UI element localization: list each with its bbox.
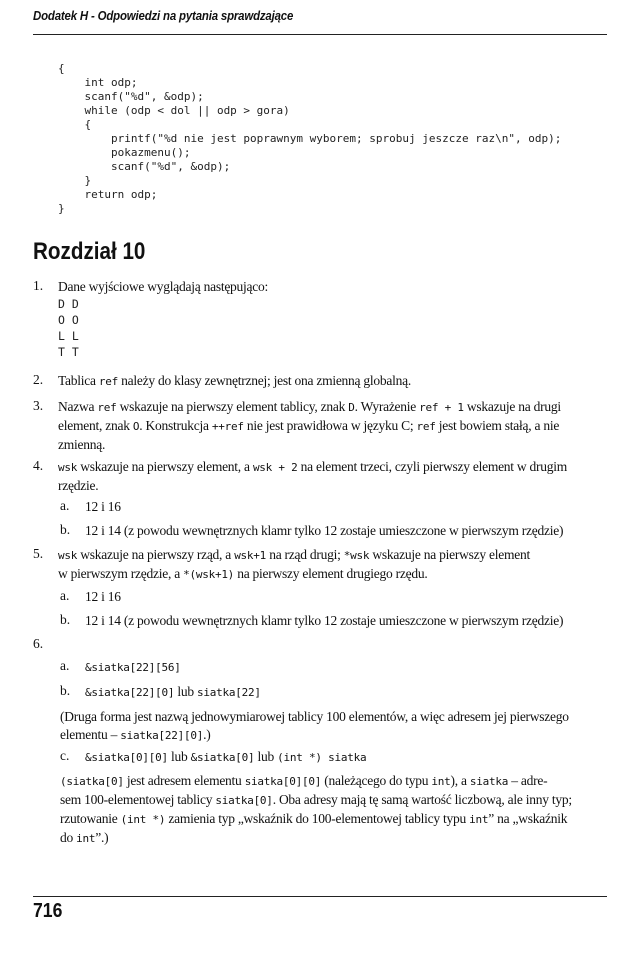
subitem-text: 12 i 14 (z powodu wewnętrznych klamr tylko 12 zostaje umieszczone w pierwszym rzędzie) [85,523,564,538]
item-number: 2. [33,372,44,387]
subitem-text: 12 i 16 [85,589,121,604]
item-text: Tablica ref należy do klasy zewnętrznej; jest ona zmienną globalną. [58,373,412,388]
subitem-label: c. [60,748,70,763]
chapter-title: Rozdział 10 [33,238,146,265]
subitem-label: a. [60,658,70,673]
page-number: 716 [33,900,63,922]
item-number: 3. [33,398,44,413]
explanation-paragraph: (siatka[0] jest adresem elementu siatka[0][0] (należącego do typu int), a siatka – adre- sem 100-elementowej tablicy siatka[0]. Oba adresy mają tę samą wartość liczbową, ale inny typ; rzutowanie (int *) zamienia typ „wskaźnik do 100-elementowej tablicy typu int” na „wskaźnik do int”.) [60,773,572,845]
subitem-text: 12 i 14 (z powodu wewnętrznych klamr tylko 12 zostaje umieszczone w pierwszym rzędzie) [85,613,564,628]
subitem-text: &siatka[22][0] lub siatka[22] [85,684,261,699]
subitem-text: &siatka[0][0] lub &siatka[0] lub (int *) siatka [85,749,367,764]
item-number: 5. [33,546,44,561]
item-text: Nazwa ref wskazuje na pierwszy element tablicy, znak D. Wyrażenie ref + 1 wskazuje na drugi element, znak O. Konstrukcja ++ref nie jest prawidłowa w języku C; ref jest bowiem stałą, a nie zmienną. [58,399,561,452]
subitem-label: a. [60,498,70,513]
footer-rule [33,896,607,897]
item-text: wsk wskazuje na pierwszy element, a wsk + 2 na element trzeci, czyli pierwszy element w drugim rzędzie. [58,459,568,493]
item-number: 1. [33,278,44,293]
item-text: wsk wskazuje na pierwszy rząd, a wsk+1 na rząd drugi; *wsk wskazuje na pierwszy element w pierwszym rzędzie, a *(wsk+1) na pierwszy element drugiego rzędu. [58,547,530,581]
subitem-label: b. [60,612,71,627]
subitem-label: b. [60,683,71,698]
header-rule [33,34,607,35]
output-block: D D O O L L T T [58,297,79,359]
running-header: Dodatek H - Odpowiedzi na pytania sprawdzające [33,8,294,23]
subitem-text: 12 i 16 [85,499,121,514]
item-number: 4. [33,458,44,473]
item-number: 6. [33,636,44,651]
explanation-paragraph: (Druga forma jest nazwą jednowymiarowej tablicy 100 elementów, a więc adresem jej pierwszego elementu – siatka[22][0].) [60,709,569,742]
subitem-code: &siatka[22][56] [85,661,181,674]
item-text: Dane wyjściowe wyglądają następująco: [58,279,269,294]
subitem-label: a. [60,588,70,603]
subitem-label: b. [60,522,71,537]
code-block: { int odp; scanf("%d", &odp); while (odp < dol || odp > gora) { printf("%d nie jest poprawnym wyborem; sprobuj jeszcze raz\n", odp); pokazmenu(); scanf("%d", &odp); } return odp; } [58,62,562,215]
